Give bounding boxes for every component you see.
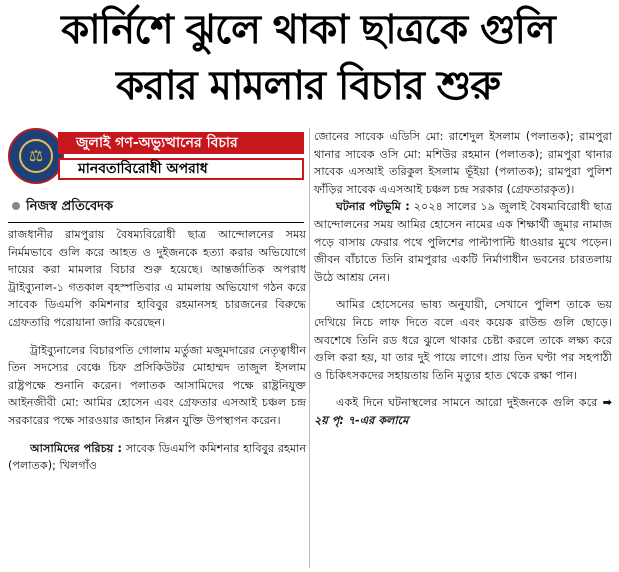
paragraph-text: একই দিনে ঘটনাস্থলের সামনে আরো দুইজনকে গুলি করে	[336, 396, 598, 410]
divider	[8, 222, 304, 223]
paragraph: জোনের সাবেক এডিসি মো: রাশেদুল ইসলাম (পলাতক); রামপুরা থানার সাবেক ওসি মো: মশিউর রহমান (পলাতক); রামপুরা থানার সাবেক এসআই তরিকুল ইসলাম ভূঁইয়া (পলাতক); রামপুরা পুলিশ ফাঁড়ির সাবেক এএসআই চঞ্চল চন্দ্র সরকার (গ্রেফতারকৃত)।	[314, 130, 612, 196]
paragraph	[8, 440, 306, 475]
scales-of-justice-icon: ⚖	[8, 128, 64, 184]
paragraph: আমির হোসেনের ভাষ্য অনুযায়ী, সেখানে পুলিশ তাকে ভয় দেখিয়ে নিচে লাফ দিতে বলে এবং কয়েক রাউন্ড গুলি ছোড়ে। অবশেষে তিনি রড ধরে ঝুলে থাকার চেষ্টা করলে তাকে লক্ষ্য করে গুলি করা হয়, যা তার দুই পায়ে লাগে। প্রায় তিন ঘণ্টা পর সহপাঠী ও চিকিৎসকদের সহায়তায় তিনি মৃত্যুর হাত থেকে রক্ষা পান।	[314, 298, 612, 382]
paragraph: ট্রাইব্যুনালের বিচারপতি গোলাম মর্তুজা মজুমদারের নেতৃত্বাধীন তিন সদস্যের বেঞ্চে চিফ প্রসিকিউটর মোহাম্মদ তাজুল ইসলাম রাষ্ট্রপক্ষে শুনানি করেন। পলাতক আসামিদের পক্ষে রাষ্ট্রনিযুক্ত আইনজীবী মো: আমির হোসেন এবং গ্রেফতার এসআই চঞ্চল চন্দ্র সরকারের পক্ষে সারওয়ার জাহান নিপ্পন যুক্তি উপস্থাপন করেন।	[8, 343, 306, 427]
bullet-icon	[12, 202, 20, 210]
banner-subtitle: মানবতাবিরোধী অপরাধ	[58, 158, 304, 180]
byline	[12, 198, 113, 216]
section-banner	[8, 128, 304, 188]
headline	[8, 2, 608, 114]
left-column	[8, 226, 306, 475]
paragraph-text: সাবেক ডিএমপি কমিশনার হাবিবুর রহমান (পলাতক); খিলগাঁও	[8, 441, 306, 473]
byline-text: নিজস্ব প্রতিবেদক	[26, 199, 114, 214]
headline-line-1: কার্নিশে ঝুলে থাকা ছাত্রকে গুলি	[61, 7, 555, 53]
banner-title: জুলাই গণ-অভ্যুত্থানের বিচার	[58, 132, 304, 154]
paragraph	[314, 198, 612, 286]
subheading: আসামিদের পরিচয় :	[30, 441, 122, 455]
column-rule	[309, 128, 310, 568]
paragraph	[314, 394, 612, 429]
subheading: ঘটনার পটভূমি :	[336, 200, 410, 214]
paragraph: রাজধানীর রামপুরায় বৈষম্যবিরোধী ছাত্র আন্দোলনের সময় নির্মমভাবে গুলি করে আহত ও দুইজনকে হত্যা করার অভিযোগে দায়ের করা মামলার বিচার শুরু হয়েছে। আন্তর্জাতিক অপরাধ ট্রাইব্যুনাল-১ গতকাল বৃহস্পতিবার এ মামলায় অভিযোগ গঠন করে সাবেক ডিএমপি কমিশনার হাবিবুর রহমানসহ চারজনের বিরুদ্ধে গ্রেফতারি পরোয়ানা জারি করেছেন।	[8, 228, 306, 329]
paragraph-text: ২০২৪ সালের ১৯ জুলাই বৈষম্যবিরোধী ছাত্র আন্দোলনের সময় আমির হোসেন নামের এক শিক্ষার্থী জুমার নামাজ পড়ে বাসায় ফেরার পথে পুলিশের পাল্টাপাল্টি ধাওয়ার মুখে পড়েন। জীবন বাঁচাতে তিনি রামপুরার একটি নির্মাণাধীন ভবনের চারতলায় উঠে আশ্রয় নেন।	[314, 200, 612, 284]
right-column	[314, 128, 612, 430]
headline-line-2: করার মামলার বিচার শুরু	[116, 63, 500, 109]
continuation-reference: ➡ ২য় পৃ: ৭-এর কলামে	[314, 396, 612, 427]
